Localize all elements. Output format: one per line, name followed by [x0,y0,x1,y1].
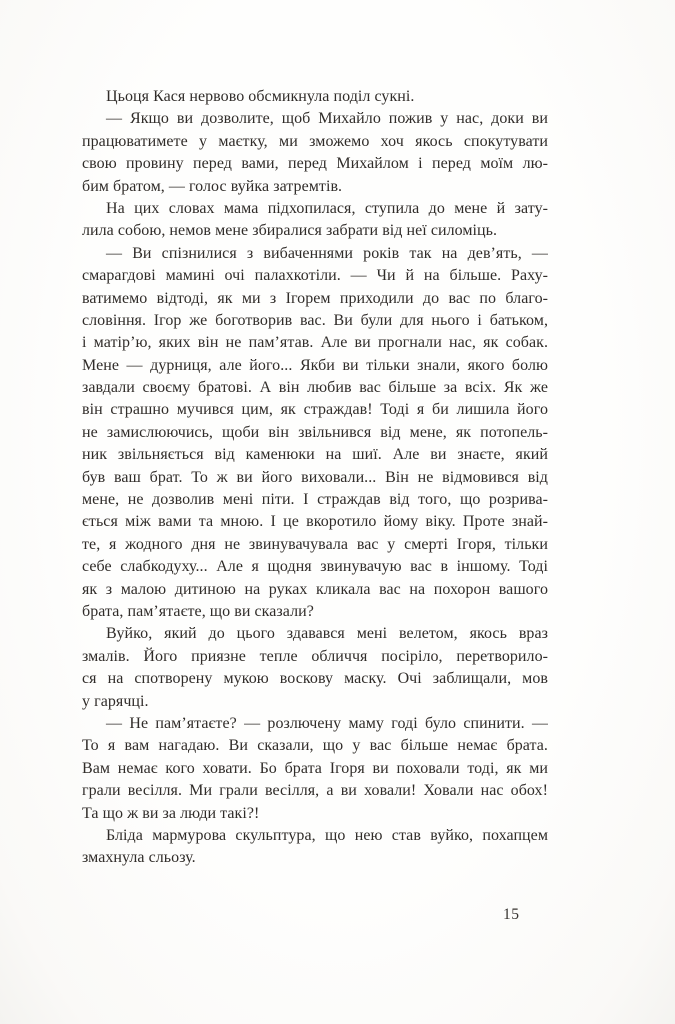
paragraph [82,108,548,198]
text-line: свою провину перед вами, перед Михайлом і перед моїм лю- [82,155,548,173]
text-line: змахнула сльозу. [82,849,196,867]
text-line: Вам немає кого ховати. Бо брата Ігоря ви поховали тоді, як ми [82,759,548,777]
text-line: Бліда мармурова скульптура, що нею став вуйко, похапцем [106,826,548,844]
text-line: грали весілля. Ми грали весілля, а ви ховали! Ховали нас обох! [82,782,548,800]
text-line: у гарячці. [82,692,149,710]
text-line: бим братом, — голос вуйка затремтів. [82,177,343,195]
paragraph [82,713,548,825]
text-line: як з малою дитиною на руках кликала вас на похорон вашого [82,580,548,598]
text-line: словіння. Ігор же боготворив вас. Ви були для нього і батьком, [82,311,548,329]
paragraph [82,86,548,108]
text-line: працюватимете у маєтку, ми зможемо хоч якось спокутувати [82,132,548,150]
text-line: Вуйко, який до цього здавався мені велетом, якось враз [106,625,548,643]
text-line: лила собою, немов мене збиралися забрати від неї силоміць. [82,222,498,240]
page-number: 15 [503,906,520,923]
text-line: ся на спотворену мукою воскову маску. Очі заблищали, мов [82,670,548,688]
text-line: ється між вами та мною. І це вкоротило йому віку. Проте знай- [82,513,548,531]
paragraph [82,623,548,713]
text-line: Мене — дурниця, але його... Якби ви тільки знали, якого болю [82,356,548,374]
text-line: завдали своєму братові. А він любив вас більше за всіх. Як же [82,379,548,397]
text-line: Цьоця Кася нервово обсмикнула поділ сукні. [106,88,415,105]
paragraph [82,243,548,624]
body-text [82,86,548,870]
text-line: То я вам нагадаю. Ви сказали, що у вас більше немає брата. [82,737,548,755]
text-line: не замислюючись, щоби він звільнився від мене, як потопель- [82,423,548,441]
text-line: На цих словах мама підхопилася, ступила до мене й зату- [106,199,548,217]
text-line: — Якщо ви дозволите, щоб Михайло пожив у нас, доки ви [106,110,548,128]
text-line: ватимемо відтоді, як ми з Ігорем приходили до вас по благо- [82,289,548,307]
text-line: Та що ж ви за люди такі?! [82,804,260,822]
text-line: себе слабкодуху... Але я щодня звинувачую вас в іншому. Тоді [82,558,548,576]
text-line: мене, не дозволив мені піти. І страждав від того, що розрива- [82,491,548,509]
text-line: він страшно мучився цим, як страждав! Тоді я би лишила його [82,401,548,419]
text-line: — Не пам’ятаєте? — розлючену маму годі було спинити. — [106,714,548,732]
text-line: ник звільняється від каменюки на шиї. Але ви знаєте, який [82,446,548,464]
paragraph [82,198,548,243]
paragraph [82,825,548,870]
text-line: те, я жодного дня не звинувачувала вас у смерті Ігоря, тільки [82,535,548,553]
text-line: — Ви спізнилися з вибаченнями років так на дев’ять, — [106,244,548,262]
text-line: смарагдові мамині очі палахкотіли. — Чи й на більше. Раху- [82,267,548,285]
text-line: змалів. Його приязне тепле обличчя посіріло, перетворило- [82,647,548,665]
text-line: був ваш брат. То ж ви його виховали... Він не відмовився від [82,468,548,486]
text-line: брата, пам’ятаєте, що ви сказали? [82,602,314,620]
text-line: і матір’ю, яких він не пам’ятав. Але ви прогнали нас, як собак. [82,334,548,352]
